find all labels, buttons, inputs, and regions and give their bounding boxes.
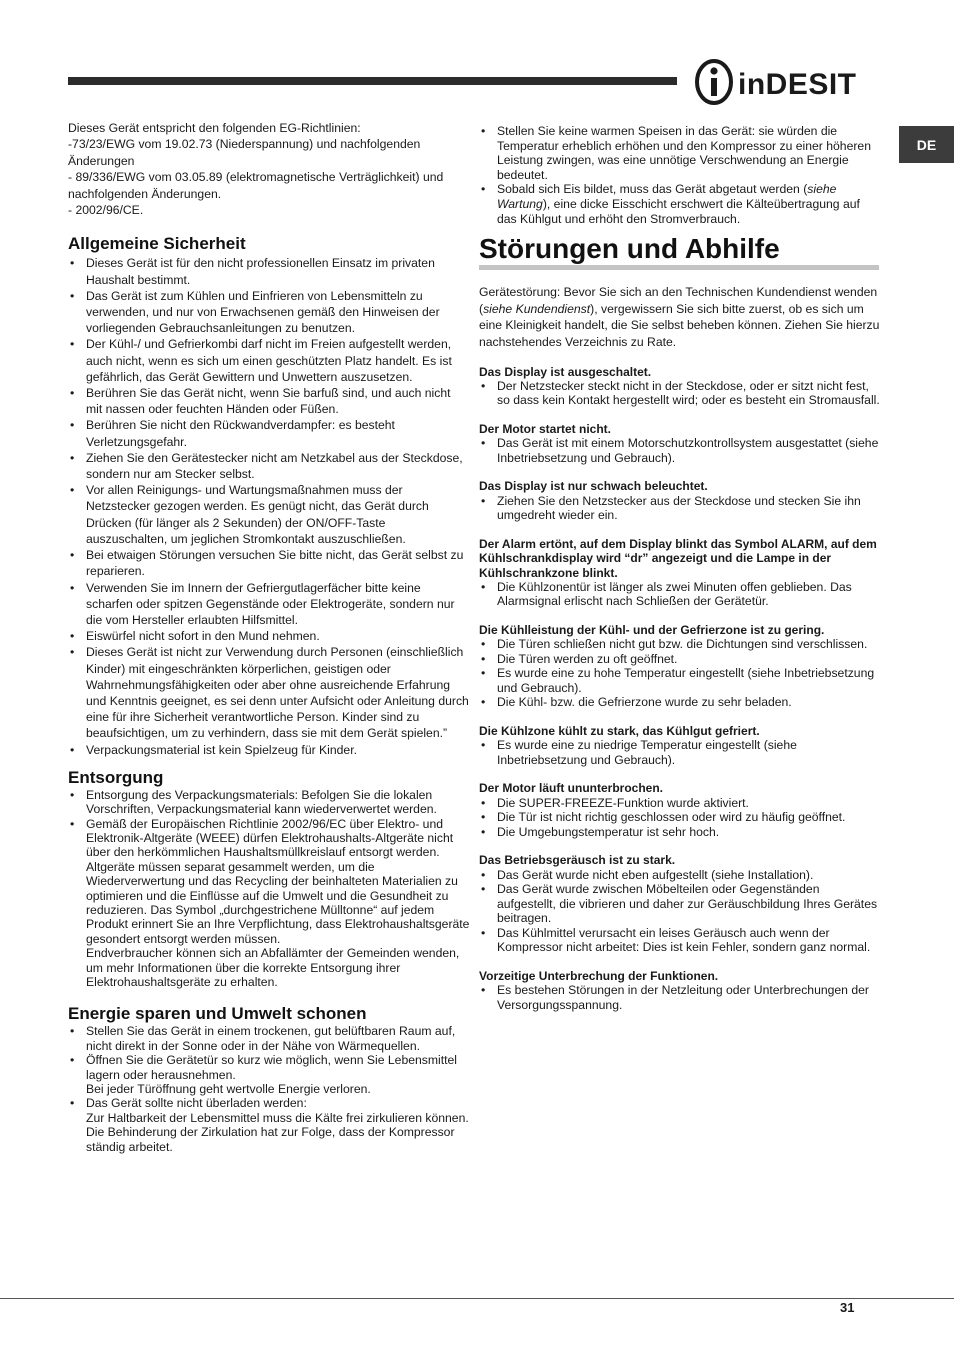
troubleshooting-intro	[479, 284, 881, 350]
fault-list	[479, 365, 881, 1012]
indesit-logo	[694, 58, 870, 106]
fault-block	[479, 853, 881, 954]
list-item: • Das Gerät ist zum Kühlen und Einfrieren von Lebensmitteln zu verwenden, und nur von Erwachsenen gemäß den Hinweisen der vorliegenden Gebrauchsanleitungen zu benutzen.	[68, 288, 470, 337]
page-number: 31	[840, 1300, 855, 1315]
energy-list-continued	[479, 124, 881, 226]
disposal-list	[68, 788, 470, 990]
svg-text:inDESIT: inDESIT	[738, 68, 857, 101]
list-item-note: Zur Haltbarkeit der Lebensmittel muss die Kälte frei zirkulieren können. Die Behinderung der Zirkulation hat zur Folge, dass der Kompressor ständig arbeitet.	[86, 1110, 469, 1154]
section-disposal	[68, 768, 470, 990]
list-item: • Berühren Sie nicht den Rückwandverdampfer: es besteht Verletzungsgefahr.	[68, 417, 470, 449]
section-heading: Energie sparen und Umwelt schonen	[68, 1004, 367, 1024]
fault-block	[479, 365, 881, 408]
directive-line: -73/23/EWG vom 19.02.73 (Niederspannung) und nachfolgenden Änderungen	[68, 137, 421, 168]
list-item: • Entsorgung des Verpackungsmaterials: Befolgen Sie die lokalen Vorschriften, Verpackungsmaterial kann wiederverwertet werden.	[68, 788, 470, 817]
right-column	[479, 124, 881, 1012]
list-item: • Die Umgebungstemperatur ist sehr hoch.	[479, 825, 881, 840]
safety-list	[68, 255, 470, 757]
fault-title: Das Display ist ausgeschaltet.	[479, 364, 652, 379]
list-item: • Die Tür ist nicht richtig geschlossen oder wird zu häufig geöffnet.	[479, 810, 881, 825]
fault-block	[479, 422, 881, 465]
fault-title: Vorzeitige Unterbrechung der Funktionen.	[479, 968, 719, 983]
list-item: • Es bestehen Störungen in der Netzleitung oder Unterbrechungen der Versorgungsspannung.	[479, 983, 881, 1012]
page-title: Störungen und Abhilfe	[479, 233, 879, 270]
fault-remedies	[479, 494, 881, 523]
fault-block	[479, 724, 881, 767]
list-item: • Die SUPER-FREEZE-Funktion wurde aktiviert.	[479, 796, 881, 811]
list-item	[68, 1096, 470, 1154]
text-fragment: ), vergewissern Sie sich bitte zuerst, ob es sich um eine Kleinigkeit handelt, die Sie selbst beheben können. Ziehen Sie hierzu nachstehendes Verzeichnis zu Rate.	[479, 301, 880, 349]
directive-line: - 89/336/EWG vom 03.05.89 (elektromagnetische Verträglichkeit) und nachfolgenden Änderungen.	[68, 170, 444, 201]
section-heading: Allgemeine Sicherheit	[68, 234, 246, 254]
fault-block	[479, 537, 881, 609]
energy-list	[68, 1024, 470, 1154]
list-item-text: Das Gerät sollte nicht überladen werden:	[86, 1096, 307, 1111]
list-item: • Das Gerät wurde zwischen Möbelteilen oder Gegenständen aufgestellt, die vibrieren und daher zur Geräuschbildung Ihres Gerätes beitragen.	[479, 882, 881, 926]
fault-block	[479, 781, 881, 839]
eu-directives	[68, 120, 470, 218]
list-item: • Das Gerät wurde nicht eben aufgestellt (siehe Installation).	[479, 868, 881, 883]
fault-remedies	[479, 379, 881, 408]
list-item: • Die Kühlzonentür ist länger als zwei Minuten offen geblieben. Das Alarmsignal erlischt nach Schließen der Gerätetür.	[479, 580, 881, 609]
list-item-text: Öffnen Sie die Gerätetür so kurz wie möglich, wenn Sie Lebensmittel lagern oder herausnehmen.	[86, 1053, 458, 1082]
list-item: • Vor allen Reinigungs- und Wartungsmaßnahmen muss der Netzstecker gezogen werden. Es genügt nicht, das Gerät durch Drücken (für länger als 2 Sekunden) der ON/OFF-Taste auszuschalten, um jeglichen Stromkontakt auszuschließen.	[68, 482, 470, 547]
list-item-note: Bei jeder Türöffnung geht wertvolle Energie verloren.	[86, 1082, 371, 1097]
fault-title: Die Kühlzone kühlt zu stark, das Kühlgut gefriert.	[479, 723, 760, 738]
fault-remedies	[479, 983, 881, 1012]
cross-reference: siehe Kundendienst	[483, 301, 591, 316]
left-column	[68, 120, 470, 1154]
list-item: • Die Türen werden zu oft geöffnet.	[479, 652, 881, 667]
list-item: • Stellen Sie das Gerät in einem trockenen, gut belüftbaren Raum auf, nicht direkt in der Sonne oder in der Nähe von Wärmequellen.	[68, 1024, 470, 1053]
fault-remedies	[479, 738, 881, 767]
fault-title: Das Betriebsgeräusch ist zu stark.	[479, 853, 676, 868]
list-item: • Der Netzstecker steckt nicht in der Steckdose, oder er sitzt nicht fest, so dass kein Kontakt hergestellt wird; oder es besteht ein Stromausfall.	[479, 379, 881, 408]
language-tab: DE	[899, 126, 954, 163]
fault-title: Der Motor läuft ununterbrochen.	[479, 781, 663, 796]
list-item: • Dieses Gerät ist für den nicht professionellen Einsatz im privaten Haushalt bestimmt.	[68, 255, 470, 287]
text-fragment: Sobald sich Eis bildet, muss das Gerät abgetaut werden (	[497, 182, 808, 197]
text-fragment: ), eine dicke Eisschicht erschwert die Kälteübertragung auf das Kühlgut und erhöht den Stromverbrauch.	[497, 196, 860, 226]
section-energy	[68, 1004, 470, 1154]
fault-remedies	[479, 796, 881, 840]
text-fragment: Gerätestörung: Bevor Sie sich an den Technischen Kundendienst wenden (	[479, 285, 878, 316]
fault-remedies	[479, 637, 881, 710]
fault-title: Der Motor startet nicht.	[479, 421, 612, 436]
footer-rule	[0, 1298, 954, 1299]
list-item: • Ziehen Sie den Netzstecker aus der Steckdose und stecken Sie ihn umgedreht wieder ein.	[479, 494, 881, 523]
list-item: • Dieses Gerät ist nicht zur Verwendung durch Personen (einschließlich Kinder) mit eingeschränkten körperlichen, geistigen oder Wahrnehmungsfähigkeiten oder aber ohne ausreichende Erfahrung und Kenntnis geeignet, es sei denn unter Aufsicht oder Anleitung durch eine für ihre Sicherheit verantwortliche Person. Kinder sind zu beaufsichtigen, um zu verhindern, dass sie mit dem Gerät spielen.”	[68, 644, 470, 741]
list-item: • Eiswürfel nicht sofort in den Mund nehmen.	[68, 628, 470, 644]
list-item	[68, 1053, 470, 1096]
header-rule	[68, 77, 677, 85]
list-item: • Der Kühl-/ und Gefrierkombi darf nicht im Freien aufgestellt werden, auch nicht, wenn es sich um einen geschützten Platz handelt. Es ist gefährlich, das Gerät Gewittern und Unwettern auszusetzen.	[68, 336, 470, 385]
list-item: • Verwenden Sie im Innern der Gefriergutlagerfächer bitte keine scharfen oder spitzen Gegenstände oder Elektrogeräte, sondern nur die vom Hersteller erlaubten Hilfsmittel.	[68, 580, 470, 629]
cross-reference: siehe Wartung	[497, 182, 837, 211]
section-heading: Entsorgung	[68, 767, 164, 787]
list-item: • Das Kühlmittel verursacht ein leises Geräusch auch wenn der Kompressor nicht arbeitet: Dies ist kein Fehler, sondern ganz normal.	[479, 926, 881, 955]
fault-block	[479, 623, 881, 710]
fault-remedies	[479, 436, 881, 465]
list-item: • Die Türen schließen nicht gut bzw. die Dichtungen sind verschlissen.	[479, 637, 881, 652]
list-item	[479, 182, 881, 226]
list-item	[68, 817, 470, 990]
fault-remedies	[479, 580, 881, 609]
list-item: • Verpackungsmaterial ist kein Spielzeug für Kinder.	[68, 742, 470, 758]
fault-block	[479, 969, 881, 1012]
directive-line: - 2002/96/CE.	[68, 203, 144, 218]
fault-title: Das Display ist nur schwach beleuchtet.	[479, 479, 708, 494]
fault-remedies	[479, 868, 881, 955]
directive-line: Dieses Gerät entspricht den folgenden EG-Richtlinien:	[68, 121, 361, 135]
list-item: • Es wurde eine zu hohe Temperatur eingestellt (siehe Inbetriebsetzung und Gebrauch).	[479, 666, 881, 695]
list-item: • Das Gerät ist mit einem Motorschutzkontrollsystem ausgestattet (siehe Inbetriebsetzung und Gebrauch).	[479, 436, 881, 465]
list-item: • Stellen Sie keine warmen Speisen in das Gerät: sie würden die Temperatur erheblich erhöhen und den Kompressor zu einer höheren Leistung zwingen, was eine unnötige Verschwendung an Energie bedeutet.	[479, 124, 881, 182]
fault-title: Die Kühlleistung der Kühl- und der Gefrierzone ist zu gering.	[479, 622, 825, 637]
list-item: • Es wurde eine zu niedrige Temperatur eingestellt (siehe Inbetriebsetzung und Gebrauch).	[479, 738, 881, 767]
list-item-note: Endverbraucher können sich an Abfallämter der Gemeinden wenden, um mehr Informationen über die korrekte Entsorgung ihrer Elektrohaushaltsgeräte zu erhalten.	[86, 946, 460, 990]
section-safety	[68, 234, 470, 757]
list-item: • Berühren Sie das Gerät nicht, wenn Sie barfuß sind, und auch nicht mit nassen oder feuchten Händen oder Füßen.	[68, 385, 470, 417]
list-item: • Die Kühl- bzw. die Gefrierzone wurde zu sehr beladen.	[479, 695, 881, 710]
list-item: • Ziehen Sie den Gerätestecker nicht am Netzkabel aus der Steckdose, sondern nur am Stecker selbst.	[68, 450, 470, 482]
fault-block	[479, 479, 881, 522]
list-item-text: Gemäß der Europäischen Richtlinie 2002/96/EC über Elektro- und Elektronik-Altgeräte (WEEE) dürfen Elektrohaushalts-Altgeräte nicht über den herkömmlichen Haushaltsmüllkreislauf entsorgt werden. Altgeräte müssen separat gesammelt werden, um die Wiederverwertung und das Recycling der beinhalteten Materialien zu optimieren und die Einflüsse auf die Umwelt und die Gesundheit zu reduzieren. Das Symbol „durchgestrichene Mülltonne“ auf jedem Produkt erinnert Sie an Ihre Verpflichtung, dass Elektrohaushaltsgeräte gesondert entsorgt werden müssen.	[86, 816, 470, 946]
fault-title: Der Alarm ertönt, auf dem Display blinkt das Symbol ALARM, auf dem Kühlschrankdisplay wird “dr” angezeigt und die Lampe in der Kühlschrankzone blinkt.	[479, 536, 877, 580]
list-item: • Bei etwaigen Störungen versuchen Sie bitte nicht, das Gerät selbst zu reparieren.	[68, 547, 470, 579]
